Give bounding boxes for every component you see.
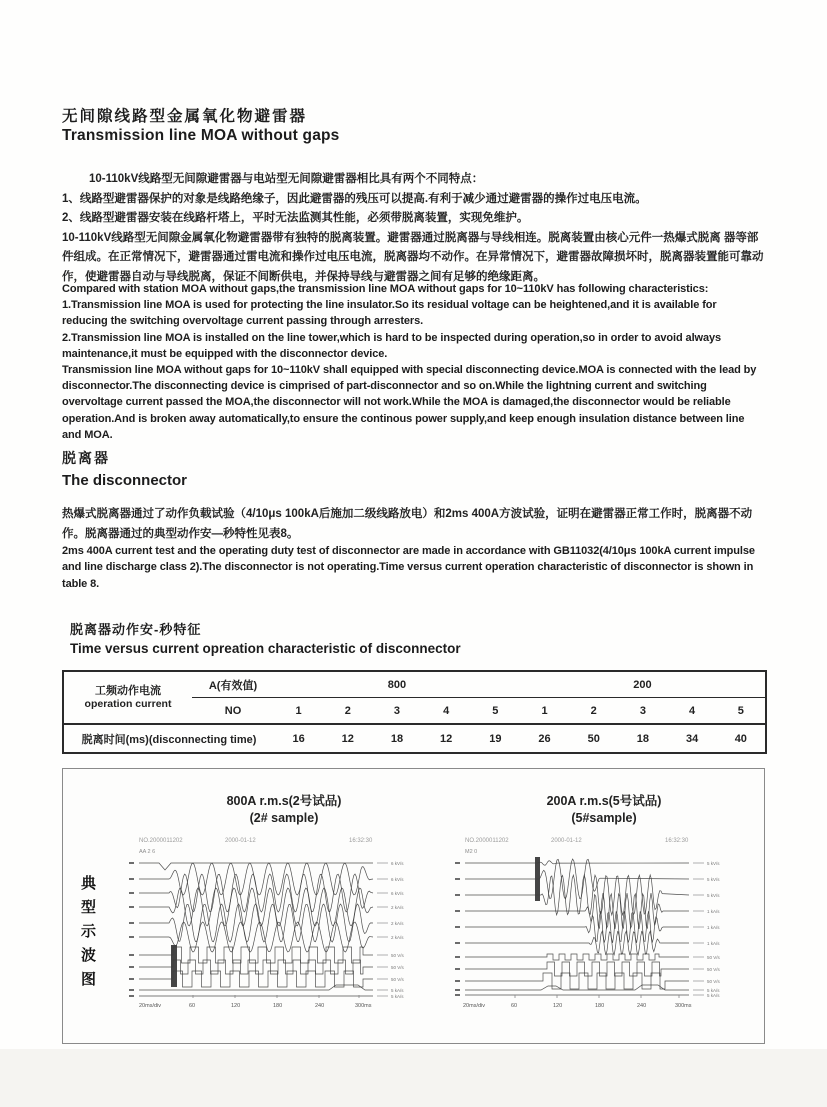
svg-text:1 kA/s: 1 kA/s (707, 940, 720, 946)
svg-text:5 kV/s: 5 kV/s (707, 876, 720, 882)
no-cell: 1 (520, 698, 569, 725)
section-heading-zh: 脱离器 (62, 450, 110, 466)
no-cell: 2 (569, 698, 618, 725)
en-paragraph-4: Transmission line MOA without gaps for 10~110kV shall equipped with special disconnecting device.MOA is connected with the lead by disconnector.The disconnecting device is cimprised of part-disconnector and so on.While the lightning current and switching overvoltage current passed the MOA,the disconnector will not work.While the MOA is damaged,the disconnector would be reliable operation.And is broken away automatically,to ensure the continous power supply,and keep enough insulation distance between line and MOA. (62, 364, 757, 441)
time-cell: 40 (717, 724, 766, 753)
svg-text:20ms/div: 20ms/div (463, 1003, 486, 1009)
svg-text:60: 60 (511, 1003, 518, 1009)
svg-text:2 kA/s: 2 kA/s (391, 904, 404, 910)
intro-english (62, 281, 765, 443)
svg-text:50 V/s: 50 V/s (707, 954, 720, 960)
no-cell: 2 (323, 698, 372, 725)
svg-text:M2 0: M2 0 (465, 849, 478, 855)
svg-text:16:32:30: 16:32:30 (349, 838, 373, 844)
svg-text:5 kA/s: 5 kA/s (707, 992, 720, 998)
disconnector-body-zh: 热爆式脱离器通过了动作负载试验（4/10μs 100kA后施加二级线路放电）和2ms 400A方波试验，证明在避雷器正常工作时，脱离器不动作。脱离器通过的典型动作安—秒特性见表8。 (62, 508, 753, 540)
svg-text:5 kA/s: 5 kA/s (391, 993, 404, 999)
disconnecting-time-table (62, 670, 767, 754)
oscillogram-side-label: 典型示波图 (79, 875, 96, 995)
time-cell: 18 (618, 724, 667, 753)
time-cell: 26 (520, 724, 569, 753)
no-cell: 3 (618, 698, 667, 725)
page-title-zh: 无间隙线路型金属氧化物避雷器 (62, 108, 308, 125)
no-cell: 4 (668, 698, 717, 725)
time-cell: 18 (372, 724, 421, 753)
svg-text:1 kA/s: 1 kA/s (707, 924, 720, 930)
no-cell: 4 (422, 698, 471, 725)
svg-text:AA 2 6: AA 2 6 (139, 849, 156, 855)
svg-text:60: 60 (189, 1003, 196, 1009)
svg-text:6 kV/s: 6 kV/s (391, 876, 404, 882)
page-title-en: Transmission line MOA without gaps (62, 127, 340, 144)
no-cell: 5 (717, 698, 766, 725)
oscillogram-800a-title (125, 793, 443, 827)
svg-text:1 kA/s: 1 kA/s (707, 908, 720, 914)
svg-text:6 kV/s: 6 kV/s (391, 860, 404, 866)
table-row-header (63, 671, 192, 724)
svg-text:120: 120 (231, 1003, 241, 1009)
svg-text:NO.2000011202: NO.2000011202 (465, 838, 509, 844)
svg-text:20ms/div: 20ms/div (139, 1003, 162, 1009)
intro-chinese (62, 170, 765, 288)
en-paragraph-2: 1.Transmission line MOA is used for protecting the line insulator.So its residual voltage can be heightened,and it is available for reducing the switching overvoltage current passing through arresters. (62, 299, 717, 328)
intro-paragraph: 10-110kV线路型无间隙金属氧化物避雷器带有独特的脱离装置。避雷器通过脱离器与导线相连。脱离装置由核心元件一热爆式脱离 器等部件组成。在正常情况下，避雷器通过雷电流和操作过电压电流，脱离器均不动作。在异常情况下，避雷器故障损坏时，脱离器装置能可靠动作，使避雷器自动与导线脱离，保证不间断供电，并保持导线与避雷器之间有足够的绝缘距离。 (62, 231, 764, 283)
svg-text:300ms: 300ms (675, 1003, 692, 1009)
time-cell: 12 (323, 724, 372, 753)
intro-item-1: 1、线路型避雷器保护的对象是线路绝缘子，因此避雷器的残压可以提高.有利于减少通过避雷器的操作过电压电流。 (62, 192, 647, 205)
time-cell: 34 (668, 724, 717, 753)
svg-text:5 kV/s: 5 kV/s (707, 860, 720, 866)
oscillogram-200a-waveforms (451, 833, 757, 1013)
svg-text:240: 240 (315, 1003, 325, 1009)
svg-text:2 kA/s: 2 kA/s (391, 920, 404, 926)
oscillogram-200a-title (451, 793, 757, 827)
time-cell: 50 (569, 724, 618, 753)
oscillogram-200a (451, 793, 757, 1013)
table-title-en: Time versus current opreation characteristic of disconnector (70, 641, 461, 656)
no-cell: 1 (274, 698, 323, 725)
svg-text:300ms: 300ms (355, 1003, 372, 1009)
svg-text:5 kV/s: 5 kV/s (707, 892, 720, 898)
svg-text:50 V/s: 50 V/s (707, 978, 720, 984)
svg-text:180: 180 (595, 1003, 605, 1009)
svg-text:2 kA/s: 2 kA/s (391, 934, 404, 940)
oscillogram-800a-title-line1: 800A r.m.s(2号试品) (226, 794, 342, 808)
svg-text:NO.2000011202: NO.2000011202 (139, 838, 183, 844)
svg-text:240: 240 (637, 1003, 647, 1009)
svg-text:120: 120 (553, 1003, 563, 1009)
time-cell: 12 (422, 724, 471, 753)
table-title-zh: 脱离器动作安-秒特征 (70, 622, 202, 637)
no-cell: 5 (471, 698, 520, 725)
row-header-en: operation current (84, 697, 172, 710)
svg-text:5 kA/s: 5 kA/s (707, 987, 720, 993)
intro-item-2: 2、线路型避雷器安装在线路杆塔上，平时无法监测其性能，必须带脱离装置，实现免维护。 (62, 212, 529, 225)
svg-text:2000-01-12: 2000-01-12 (551, 838, 582, 844)
oscillogram-200a-title-line1: 200A r.m.s(5号试品) (546, 794, 662, 808)
oscillogram-800a-title-line2: (2# sample) (249, 811, 319, 825)
en-paragraph-1: Compared with station MOA without gaps,the transmission line MOA without gaps for 10~110kV has following characteristics: (62, 283, 709, 295)
row-header-zh: 工频动作电流 (95, 685, 161, 697)
svg-text:50 V/s: 50 V/s (391, 964, 404, 970)
svg-text:50 V/s: 50 V/s (391, 952, 404, 958)
svg-text:50 V/s: 50 V/s (391, 976, 404, 982)
oscillogram-800a-waveforms (125, 833, 443, 1013)
intro-lead: 10-110kV线路型无间隙避雷器与电站型无间隙避雷器相比具有两个不同特点： (89, 173, 484, 185)
oscillogram-200a-title-line2: (5#sample) (571, 811, 637, 825)
rms-label-cell: A(有效值) (208, 679, 258, 692)
disconnector-body-en: 2ms 400A current test and the operating duty test of disconnector are made in accordance with GB11032(4/10μs 100kA current impulse and line discharge class 2).The disconnector is not operating.Time versus current operation characteristic of disconnector is shown in table 8. (62, 545, 755, 590)
oscillogram-panel (62, 768, 765, 1044)
current-800-cell: 800 (387, 678, 407, 691)
table-row (63, 724, 766, 753)
no-cell: 3 (372, 698, 421, 725)
svg-text:6 kV/s: 6 kV/s (391, 890, 404, 896)
oscillogram-800a (125, 793, 443, 1013)
svg-text:50 V/s: 50 V/s (707, 966, 720, 972)
section-heading-en: The disconnector (62, 472, 188, 489)
en-paragraph-3: 2.Transmission line MOA is installed on the line tower,which is hard to be inspected during operation,so in order to avoid always maintenance,it must be equipped with the disconnector device. (62, 331, 722, 360)
time-cell: 16 (274, 724, 323, 753)
no-label-cell: NO (192, 698, 274, 725)
svg-text:2000-01-12: 2000-01-12 (225, 838, 256, 844)
svg-text:16:32:30: 16:32:30 (665, 838, 689, 844)
svg-text:180: 180 (273, 1003, 283, 1009)
time-row-label-cell: 脱离时间(ms)(disconnecting time) (63, 724, 274, 753)
svg-text:5 kA/s: 5 kA/s (391, 987, 404, 993)
current-200-cell: 200 (633, 678, 652, 691)
scan-edge-shade (0, 1049, 827, 1107)
time-cell: 19 (471, 724, 520, 753)
table-row (63, 671, 766, 698)
